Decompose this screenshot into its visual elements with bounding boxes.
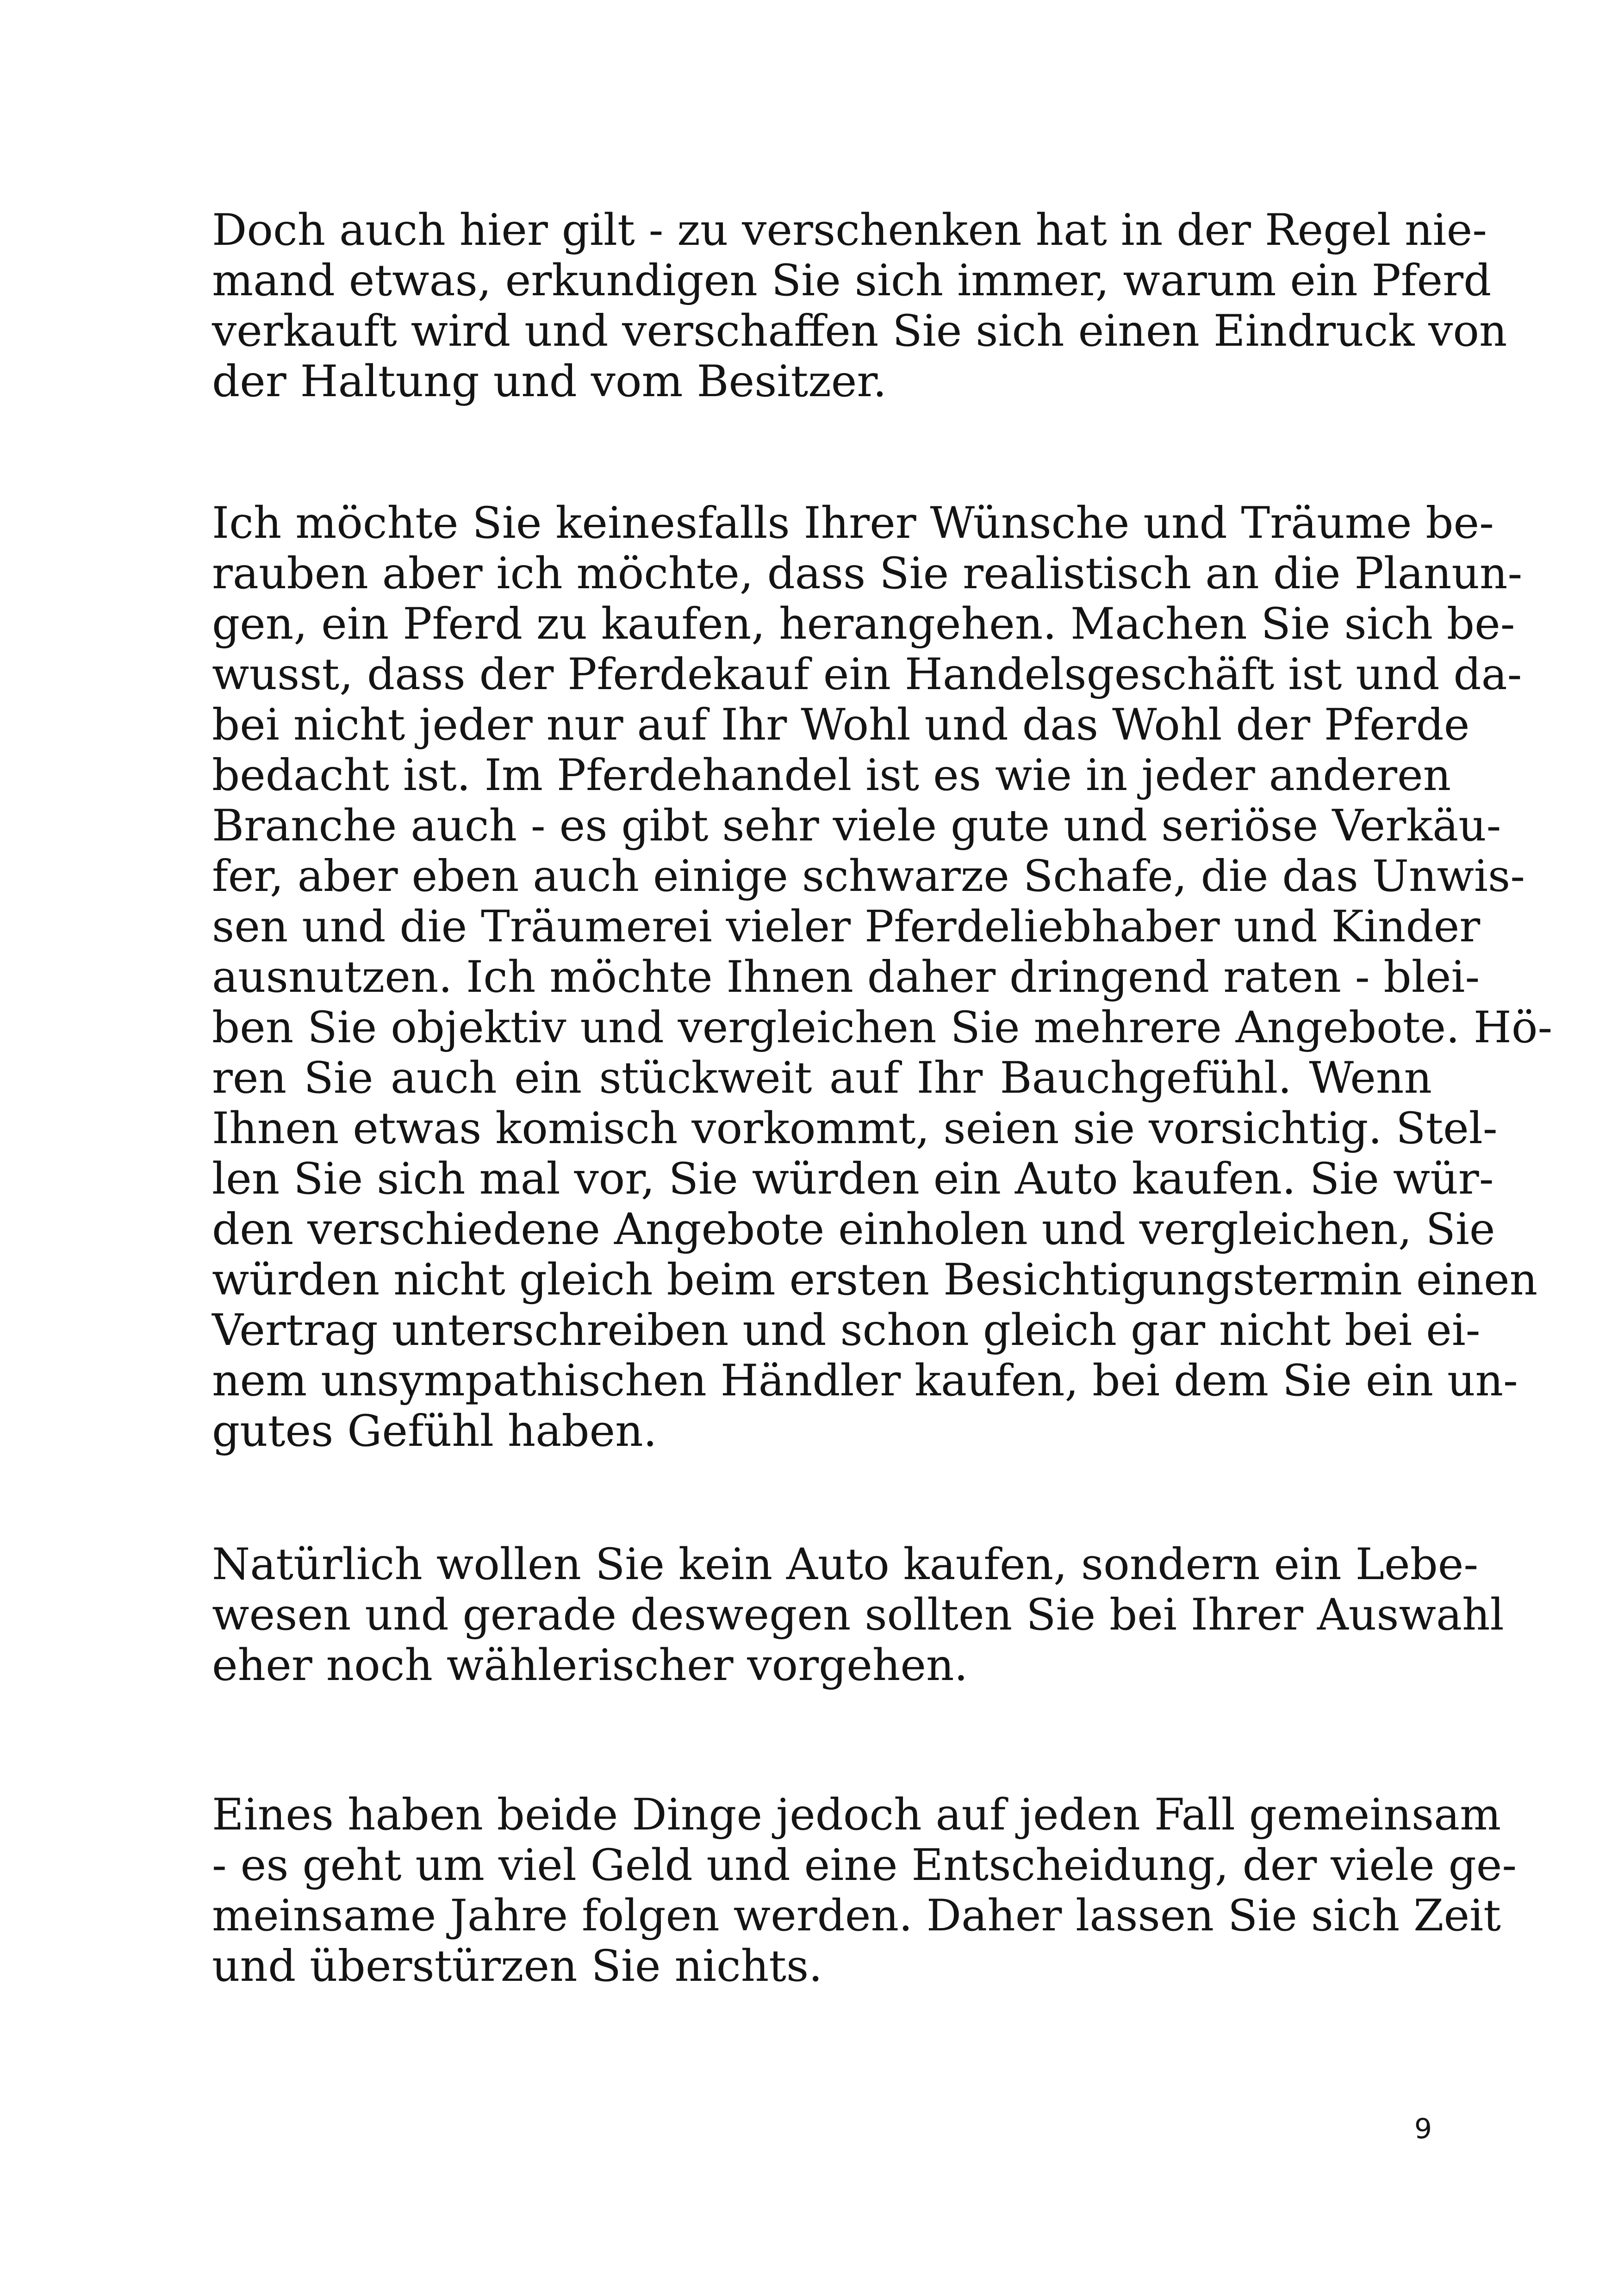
text-line: len Sie sich mal vor, Sie würden ein Auto kaufen. Sie wür-	[212, 1154, 1494, 1204]
text-line: eher noch wählerischer vorgehen.	[212, 1640, 968, 1691]
paragraph-4	[212, 1790, 1517, 1991]
paragraph-3	[212, 1539, 1504, 1691]
text-line: meinsame Jahre folgen werden. Daher lassen Sie sich Zeit	[212, 1891, 1501, 1941]
text-line: Natürlich wollen Sie kein Auto kaufen, sondern ein Lebe-	[212, 1539, 1479, 1590]
text-line: bedacht ist. Im Pferdehandel ist es wie in jeder anderen	[212, 750, 1451, 801]
text-line: Doch auch hier gilt - zu verschenken hat in der Regel nie-	[212, 205, 1487, 255]
text-line: verkauft wird und verschaffen Sie sich einen Eindruck von	[212, 306, 1507, 356]
text-line: sen und die Träumerei vieler Pferdeliebhaber und Kinder	[212, 902, 1481, 952]
text-line: mand etwas, erkundigen Sie sich immer, warum ein Pferd	[212, 255, 1492, 306]
text-line: gen, ein Pferd zu kaufen, herangehen. Machen Sie sich be-	[212, 599, 1515, 649]
text-line: gutes Gefühl haben.	[212, 1406, 657, 1456]
text-line: rauben aber ich möchte, dass Sie realistisch an die Planun-	[212, 548, 1523, 599]
text-line: fer, aber eben auch einige schwarze Schafe, die das Unwis-	[212, 851, 1525, 902]
text-line: Ich möchte Sie keinesfalls Ihrer Wünsche und Träume be-	[212, 498, 1494, 548]
text-line: den verschiedene Angebote einholen und vergleichen, Sie	[212, 1204, 1495, 1255]
text-line: - es geht um viel Geld und eine Entscheidung, der viele ge-	[212, 1840, 1517, 1891]
text-line: und überstürzen Sie nichts.	[212, 1941, 823, 1991]
page-number: 9	[1414, 2113, 1432, 2145]
text-line: ben Sie objektiv und vergleichen Sie mehrere Angebote. Hö-	[212, 1002, 1553, 1053]
text-line: der Haltung und vom Besitzer.	[212, 356, 887, 407]
text-line: wesen und gerade deswegen sollten Sie bei Ihrer Auswahl	[212, 1590, 1504, 1640]
text-line: Ihnen etwas komisch vorkommt, seien sie vorsichtig. Stel-	[212, 1103, 1498, 1154]
text-line: Branche auch - es gibt sehr viele gute und seriöse Verkäu-	[212, 801, 1501, 851]
paragraph-1	[212, 205, 1507, 407]
text-line: würden nicht gleich beim ersten Besichtigungstermin einen	[212, 1255, 1538, 1305]
text-line: ren Sie auch ein stückweit auf Ihr Bauchgefühl. Wenn	[212, 1053, 1432, 1103]
paragraph-2	[212, 498, 1553, 1456]
text-line: Eines haben beide Dinge jedoch auf jeden Fall gemeinsam	[212, 1790, 1501, 1840]
text-line: ausnutzen. Ich möchte Ihnen daher dringend raten - blei-	[212, 952, 1480, 1002]
text-line: Vertrag unterschreiben und schon gleich gar nicht bei ei-	[212, 1305, 1481, 1356]
text-line: wusst, dass der Pferdekauf ein Handelsgeschäft ist und da-	[212, 649, 1522, 700]
text-line: nem unsympathischen Händler kaufen, bei dem Sie ein un-	[212, 1356, 1518, 1406]
text-line: bei nicht jeder nur auf Ihr Wohl und das Wohl der Pferde	[212, 700, 1470, 750]
